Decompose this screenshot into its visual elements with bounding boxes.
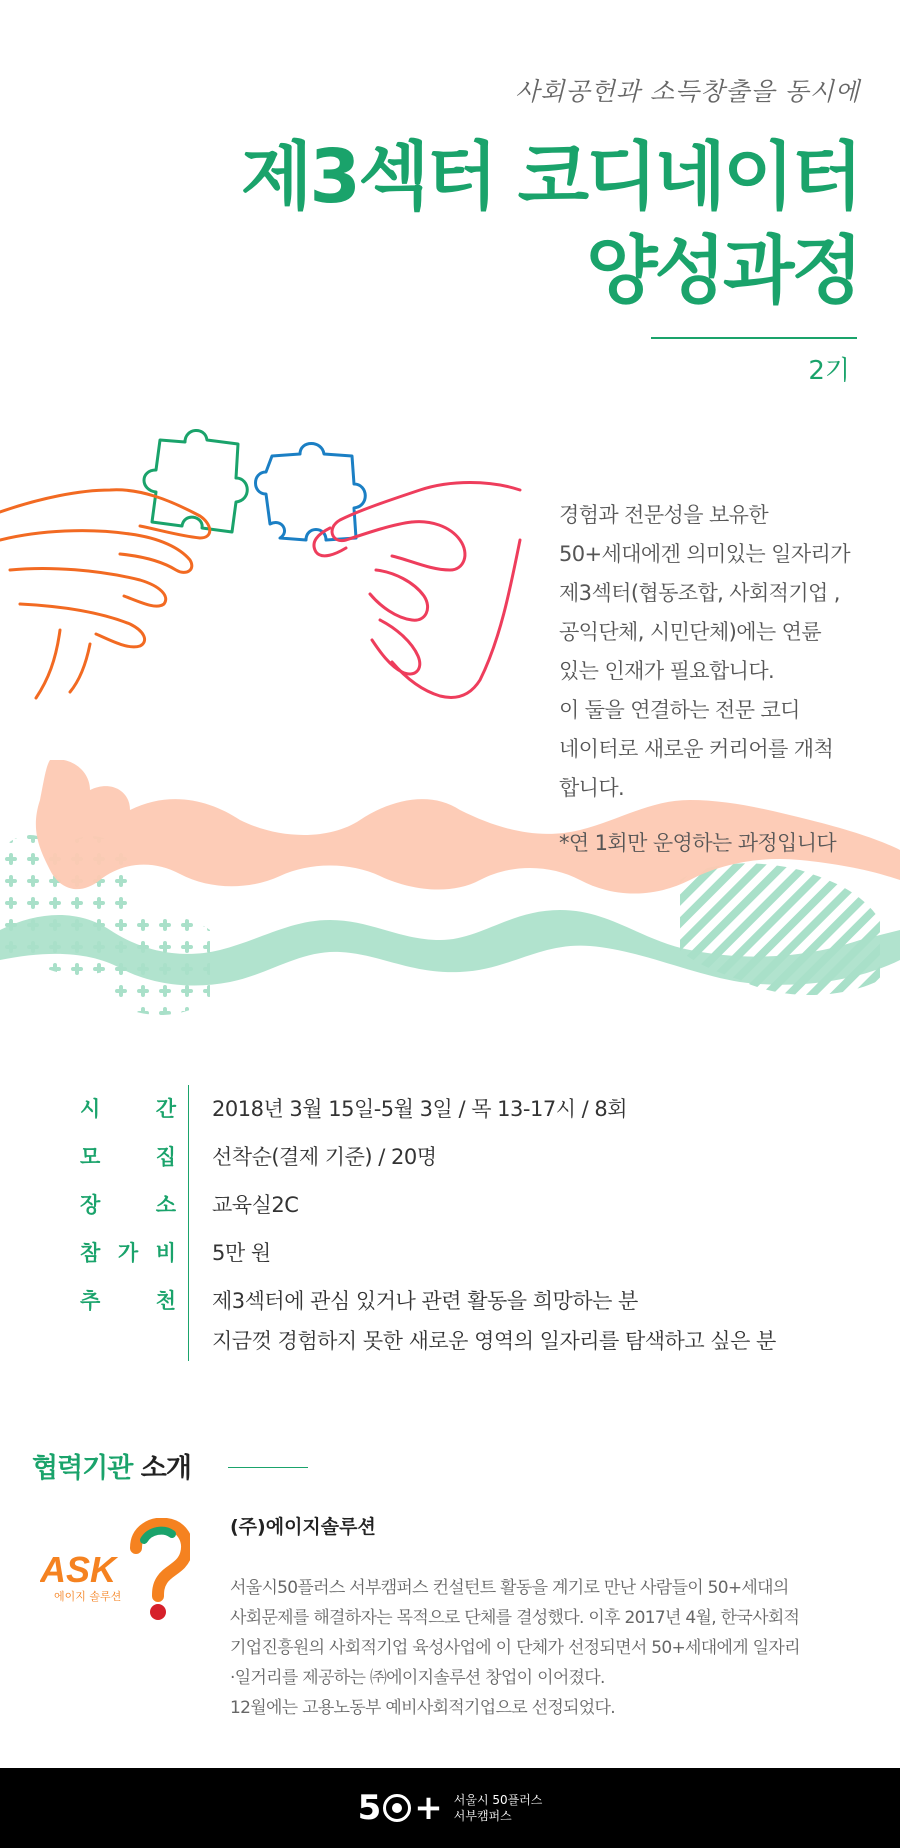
info-value: 선착순(결제 기준) / 20명 [212, 1145, 437, 1169]
info-label [80, 1133, 176, 1181]
info-label-char: 가 [117, 1241, 139, 1265]
header [0, 0, 900, 400]
mark-plus: + [414, 1788, 442, 1828]
footer-logo [358, 1788, 543, 1828]
info-divider [188, 1085, 189, 1361]
info-label-char: 장 [80, 1193, 101, 1217]
circle-icon [383, 1794, 411, 1822]
org-name: (주)에이지솔루션 [230, 1516, 376, 1538]
info-row-place [80, 1181, 860, 1229]
org-desc-line: ·일거리를 제공하는 ㈜에이지솔루션 창업이 이어졌다. [230, 1668, 605, 1688]
ask-logo [40, 1518, 190, 1620]
intro-line: 제3섹터(협동조합, 사회적기업 , [559, 581, 840, 605]
question-dot-icon [150, 1604, 166, 1620]
info-label-char: 비 [155, 1241, 176, 1265]
info-row-time [80, 1085, 860, 1133]
info-label [80, 1085, 176, 1133]
info-label [80, 1277, 176, 1325]
info-label-char: 모 [80, 1145, 101, 1169]
puzzle-piece-green-icon [144, 430, 247, 532]
info-label-char: 추 [80, 1289, 101, 1313]
org-desc-line: 기업진흥원의 사회적기업 육성사업에 이 단체가 선정되면서 50+세대에게 일자리 [230, 1638, 800, 1658]
intro-line: 합니다. [559, 776, 625, 800]
info-label-char: 소 [155, 1193, 176, 1217]
title-rule [651, 337, 857, 339]
info-value: 교육실2C [212, 1193, 299, 1217]
orange-hand-icon [0, 490, 210, 698]
partner-heading-green: 협력기관 [32, 1453, 133, 1484]
org-description [230, 1573, 870, 1723]
logo-text: ASK [40, 1549, 117, 1590]
cohort-label: 2기 [808, 356, 850, 386]
intro-line: 네이터로 새로운 커리어를 개척 [559, 737, 834, 761]
info-value-line: 제3섹터에 관심 있거나 관련 활동을 희망하는 분 [212, 1289, 638, 1313]
page-title [241, 130, 860, 318]
info-label-char: 간 [155, 1097, 176, 1121]
info-label [80, 1181, 176, 1229]
footer [0, 1768, 900, 1848]
info-label-char: 천 [155, 1289, 176, 1313]
org-desc-line: 12월에는 고용노동부 예비사회적기업으로 선정되었다. [230, 1698, 615, 1718]
info-value [212, 1277, 776, 1361]
footer-line-1: 서울시 50플러스 [453, 1793, 543, 1807]
partner-heading-dark: 소개 [140, 1453, 191, 1484]
partner-rule [228, 1467, 308, 1468]
org-desc-line: 사회문제를 해결하자는 목적으로 단체를 결성했다. 이후 2017년 4월, 한국사회적 [230, 1608, 800, 1628]
title-line-1: 제3섹터 코디네이터 [240, 134, 860, 220]
footer-line-2: 서부캠퍼스 [453, 1809, 512, 1823]
info-label [80, 1229, 176, 1277]
info-value: 5만 원 [212, 1241, 271, 1265]
puzzle-piece-blue-icon [256, 444, 366, 541]
hands-puzzle-illustration [0, 420, 540, 730]
intro-text [559, 496, 879, 863]
info-row-fee [80, 1229, 860, 1277]
title-line-2: 양성과정 [586, 228, 860, 314]
info-label-char: 시 [80, 1097, 101, 1121]
info-label-char: 집 [155, 1145, 176, 1169]
info-row-recommend [80, 1277, 860, 1361]
info-value-line: 지금껏 경험하지 못한 새로운 영역의 일자리를 탐색하고 싶은 분 [212, 1329, 776, 1353]
intro-line: 50+세대에겐 의미있는 일자리가 [559, 542, 850, 566]
footer-text [454, 1792, 543, 1824]
intro-line: 있는 인재가 필요합니다. [559, 659, 775, 683]
logo-subtext: 에이지 솔루션 [54, 1590, 122, 1603]
course-info [80, 1085, 860, 1361]
fifty-plus-mark [358, 1788, 442, 1828]
info-value: 2018년 3월 15일-5월 3일 / 목 13-17시 / 8회 [212, 1097, 628, 1121]
info-row-recruit [80, 1133, 860, 1181]
mark-five: 5 [357, 1788, 381, 1828]
intro-line: 공익단체, 시민단체)에는 연륜 [559, 620, 822, 644]
org-desc-line: 서울시50플러스 서부캠퍼스 컨설턴트 활동을 계기로 만난 사람들이 50+세대의 [230, 1578, 789, 1598]
pink-hand-icon [314, 483, 520, 698]
intro-note: *연 1회만 운영하는 과정입니다 [559, 831, 837, 855]
subtitle: 사회공헌과 소득창출을 동시에 [515, 77, 860, 106]
intro-line: 경험과 전문성을 보유한 [559, 503, 769, 527]
partner-heading [32, 1446, 191, 1485]
info-label-char: 참 [80, 1241, 101, 1265]
intro-line: 이 둘을 연결하는 전문 코디 [559, 698, 800, 722]
